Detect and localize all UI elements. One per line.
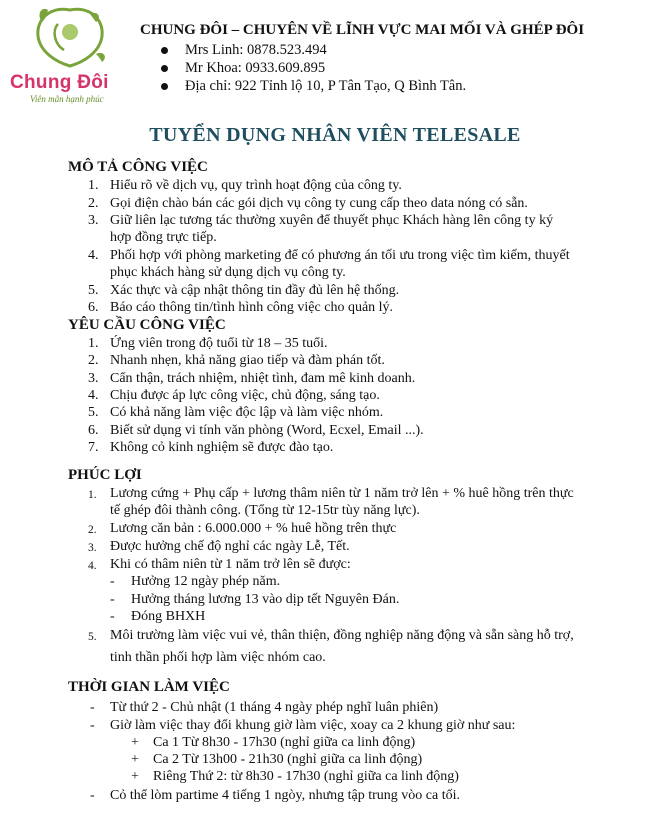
dash-bullet: - [90,700,95,715]
list-number: 5. [88,405,99,420]
section-heading-mota: MÔ TẢ CÔNG VIỆC [68,159,208,175]
list-number: 3. [88,371,99,386]
section-heading-thoigian: THỜI GIAN LÀM VIỆC [68,679,230,695]
list-item: Có khả năng làm việc độc lập và làm việc nhóm. [110,405,384,420]
list-number: 5. [88,631,97,643]
list-item: Ứng viên trong độ tuổi từ 18 – 35 tuổi. [110,336,328,351]
dash-bullet: - [110,609,115,624]
shift-item: Riêng Thứ 2: từ 8h30 - 17h30 (nghỉ giữa ca linh động) [153,769,459,784]
list-item: Được hưởng chế độ nghỉ các ngày Lễ, Tết. [110,539,350,554]
list-subitem: Hưởng tháng lương 13 vào dịp tết Nguyên Đán. [131,592,400,607]
list-number: 5. [88,283,99,298]
list-item-cont: tế ghép đôi thành công. (Tổng từ 12-15tr tùy năng lực). [110,503,420,518]
page-title: TUYỂN DỤNG NHÂN VIÊN TELESALE [149,124,521,146]
list-item: Cỏ thể lòm partime 4 tiếng 1 ngòy, nhưng tập trung vòo ca tối. [110,788,461,803]
shift-item: Ca 2 Từ 13h00 - 21h30 (nghỉ giữa ca linh động) [153,752,423,767]
dash-bullet: - [90,718,95,733]
list-item: Cẩn thận, trách nhiệm, nhiệt tình, đam mê kinh doanh. [110,371,416,386]
list-number: 6. [88,423,99,438]
bullet-icon [161,47,168,54]
list-number: 2. [88,353,99,368]
list-item: Giữ liên lạc tương tác thường xuyên để thuyết phục Khách hàng lên công ty ký [110,213,554,228]
dash-bullet: - [110,574,115,589]
list-item-cont: phục khách hàng sử dụng dịch vụ công ty. [110,265,346,280]
list-number: 1. [88,178,99,193]
contact-linh: Mrs Linh: 0878.523.494 [165,42,327,59]
list-item: Nhanh nhẹn, khả năng giao tiếp và đàm phán tốt. [110,353,385,368]
section-heading-yeucau: YÊU CẦU CÔNG VIỆC [68,317,226,333]
list-item: Báo cáo thông tin/tình hình công việc cho quản lý. [110,300,394,315]
list-item: Hiểu rõ về dịch vụ, quy trình hoạt động của công ty. [110,178,402,193]
list-item: Biết sử dụng vi tính văn phòng (Word, Ecxel, Email ...). [110,423,424,438]
contact-khoa: Mr Khoa: 0933.609.895 [165,60,325,77]
section-heading-phucloi: PHÚC LỢI [68,467,142,483]
shift-item: Ca 1 Từ 8h30 - 17h30 (nghỉ giữa ca linh động) [153,735,416,750]
leaf-heart-icon [8,4,132,74]
bullet-icon [161,65,168,72]
list-item: Gọi điện chào bán các gói dịch vụ công ty cung cấp theo data nóng có sẵn. [110,196,528,211]
list-item: Từ thứ 2 - Chủ nhật (1 tháng 4 ngày phép nghĩ luân phiên) [110,700,439,715]
list-number: 1. [88,336,99,351]
list-item-cont: hợp đồng trực tiếp. [110,230,217,245]
list-number: 2. [88,196,99,211]
list-number: 6. [88,300,99,315]
plus-bullet: + [131,769,139,784]
plus-bullet: + [131,752,139,767]
dash-bullet: - [90,788,95,803]
bullet-icon [161,83,168,90]
list-number: 3. [88,542,97,554]
list-number: 1. [88,489,97,501]
list-item: Lương căn bản : 6.000.000 + % huê hồng trên thực [110,521,397,536]
list-number: 7. [88,440,99,455]
logo-tagline: Viên mãn hạnh phúc [30,94,104,104]
list-item: Chịu được áp lực công việc, chủ động, sáng tạo. [110,388,380,403]
list-item: Phối hợp với phòng marketing để có phương án tối ưu trong việc tìm kiếm, thuyết [110,248,570,263]
list-item: Lương cứng + Phụ cấp + lương thâm niên từ 1 năm trở lên + % huê hồng trên thực [110,486,574,501]
list-item: Khi có thâm niên từ 1 năm trở lên sẽ được: [110,557,351,572]
contact-address: Địa chỉ: 922 Tỉnh lộ 10, P Tân Tạo, Q Bình Tân. [165,78,466,95]
list-number: 4. [88,388,99,403]
plus-bullet: + [131,735,139,750]
list-number: 4. [88,560,97,572]
list-item: Không cỏ kinh nghiệm sẽ được đào tạo. [110,440,334,455]
list-number: 4. [88,248,99,263]
list-subitem: Đóng BHXH [131,609,206,624]
list-number: 2. [88,524,97,536]
list-item: Giờ làm việc thay đổi khung giờ làm việc, xoay ca 2 khung giờ như sau: [110,718,516,733]
list-number: 3. [88,213,99,228]
list-item: Xác thực và cập nhật thông tin đầy đủ lên hệ thống. [110,283,400,298]
list-item-cont: tinh thần phối hợp làm việc nhóm cao. [110,650,326,665]
logo-name: Chung Đôi [10,72,109,93]
company-line: CHUNG ĐÔI – CHUYÊN VỀ LĨNH VỰC MAI MỐI VÀ GHÉP ĐÔI [140,22,585,38]
dash-bullet: - [110,592,115,607]
company-logo [8,4,132,104]
list-item: Môi trường làm việc vui vẻ, thân thiện, đồng nghiệp năng động và sẵn sàng hỗ trợ, [110,628,574,643]
list-subitem: Hưởng 12 ngày phép năm. [131,574,281,589]
